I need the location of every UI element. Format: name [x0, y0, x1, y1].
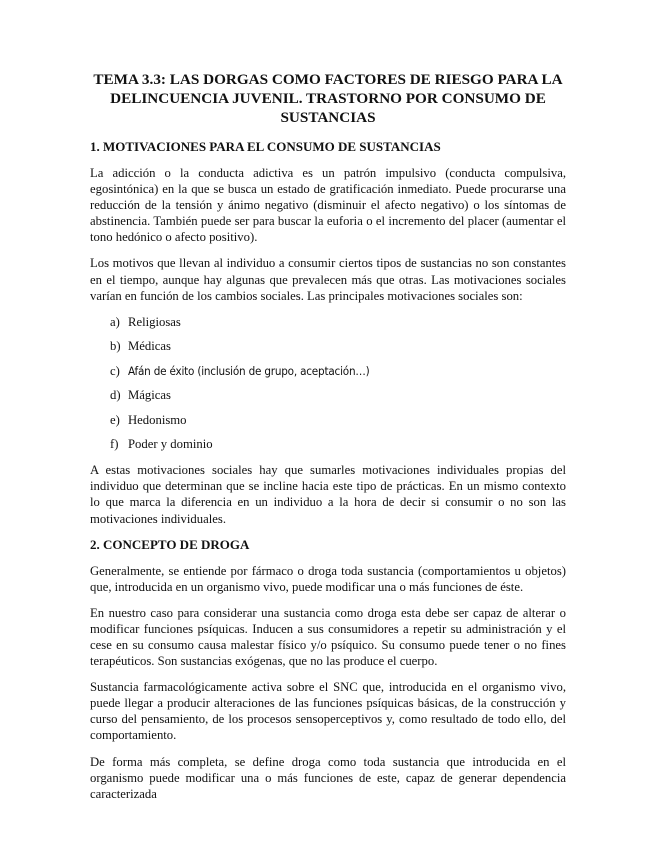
motivations-list: [90, 314, 566, 453]
list-item-text: Religiosas: [128, 314, 181, 329]
list-item-text: Poder y dominio: [128, 437, 213, 452]
list-item: [90, 387, 566, 403]
list-item-text: Mágicas: [128, 388, 171, 403]
paragraph: Los motivos que llevan al individuo a consumir ciertos tipos de sustancias no son constantes en el tiempo, aunque hay algunas que prevalecen más que otras. Las motivaciones sociales varían en función de los cambios sociales. Las principales motivaciones sociales son:: [90, 256, 566, 303]
list-marker: d): [110, 388, 121, 403]
paragraph: A estas motivaciones sociales hay que sumarles motivaciones individuales propias del individuo que determinan que se incline hacia este tipo de prácticas. En un mismo contexto lo que marca la diferencia en un individuo a la hora de decir si consumir o no son las motivaciones individuales.: [90, 463, 566, 526]
list-item: [90, 436, 566, 452]
list-item: [90, 338, 566, 354]
list-item: [90, 363, 566, 379]
list-marker: c): [110, 363, 120, 378]
document-page: [90, 70, 566, 812]
list-item: [90, 412, 566, 428]
paragraph: La adicción o la conducta adictiva es un patrón impulsivo (conducta compulsiva, egosintónica) en la que se busca un estado de gratificación inmediato. Puede procurarse una reducción de la tensión y ánimo negativo (disminuir el afecto negativo) o los síntomas de abstinencia. También puede ser para buscar la euforia o el incremento del placer (aumentar el tono hedónico o afecto positivo).: [90, 166, 566, 245]
list-item: [90, 314, 566, 330]
list-marker: e): [110, 412, 120, 427]
section-heading-concepto-droga: 2. CONCEPTO DE DROGA: [90, 536, 250, 552]
document-title: TEMA 3.3: LAS DORGAS COMO FACTORES DE RIESGO PARA LA DELINCUENCIA JUVENIL. TRASTORNO POR CONSUMO DE SUSTANCIAS: [93, 71, 563, 126]
list-marker: f): [110, 437, 119, 452]
list-item-text: Hedonismo: [128, 412, 187, 427]
list-item-text: Médicas: [128, 339, 171, 354]
paragraph: En nuestro caso para considerar una sustancia como droga esta debe ser capaz de alterar o modificar funciones psíquicas. Inducen a sus consumidores a repetir su administración y el cese en su consumo causa malestar físico y/o psíquico. Su consumo puede tener o no fines terapéuticos. Son sustancias exógenas, que no las produce el cuerpo.: [90, 605, 566, 669]
section-heading-motivaciones: 1. MOTIVACIONES PARA EL CONSUMO DE SUSTANCIAS: [90, 139, 441, 154]
paragraph: Generalmente, se entiende por fármaco o droga toda sustancia (comportamientos u objetos) que, introducida en un organismo vivo, puede modificar una o más funciones de éste.: [90, 563, 566, 594]
list-marker: a): [110, 314, 120, 329]
paragraph: De forma más completa, se define droga como toda sustancia que introducida en el organismo puede modificar una o más funciones de este, capaz de generar dependencia caracterizada: [90, 754, 566, 801]
list-marker: b): [110, 339, 121, 354]
paragraph: Sustancia farmacológicamente activa sobre el SNC que, introducida en el organismo vivo, puede llegar a producir alteraciones de las funciones psíquicas básicas, de la construcción y curso del pensamiento, de los procesos sensoperceptivos y, como resultado de todo ello, del comportamiento.: [90, 680, 566, 743]
list-item-text: Afán de éxito (inclusión de grupo, aceptación…): [128, 363, 370, 378]
